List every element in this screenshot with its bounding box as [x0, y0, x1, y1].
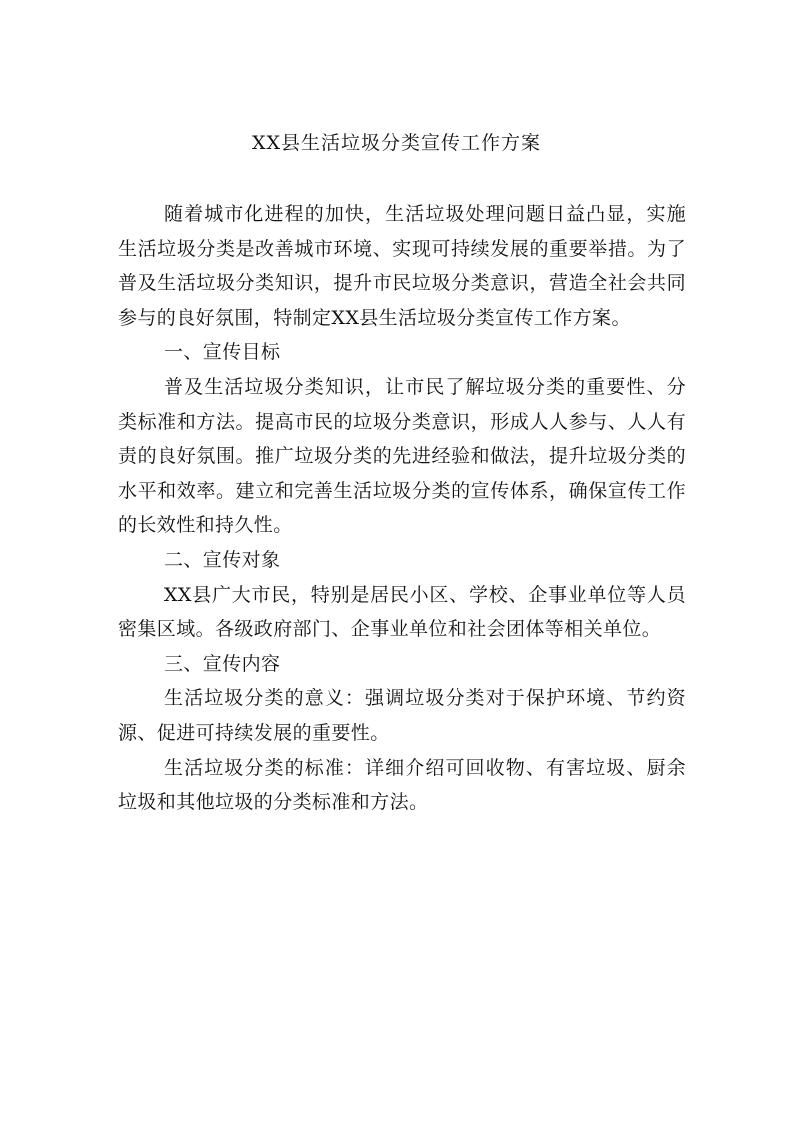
- intro-paragraph: 随着城市化进程的加快，生活垃圾处理问题日益凸显，实施生活垃圾分类是改善城市环境、实现可持续发展的重要举措。为了普及生活垃圾分类知识，提升市民垃圾分类意识，营造全社会共同参与的良好氛围，特制定XX县生活垃圾分类宣传工作方案。: [118, 203, 686, 329]
- section-paragraph-goals: 普及生活垃圾分类知识，让市民了解垃圾分类的重要性、分类标准和方法。提高市民的垃圾分类意识，形成人人参与、人人有责的良好氛围。推广垃圾分类的先进经验和做法，提升垃圾分类的水平和效率。建立和完善生活垃圾分类的宣传体系，确保宣传工作的长效性和持久性。: [118, 375, 686, 537]
- section-heading-content: 三、宣传内容: [164, 652, 281, 675]
- section-heading-goals: 一、宣传目标: [164, 341, 281, 364]
- section-heading-audience: 二、宣传对象: [164, 548, 281, 571]
- document-body: [118, 197, 686, 820]
- section-paragraph-standards: 生活垃圾分类的标准：详细介绍可回收物、有害垃圾、厨余垃圾和其他垃圾的分类标准和方法。: [118, 756, 686, 814]
- document-title: XX县生活垃圾分类宣传工作方案: [251, 132, 542, 154]
- section-paragraph-audience: XX县广大市民，特别是居民小区、学校、企事业单位等人员密集区域。各级政府部门、企事业单位和社会团体等相关单位。: [118, 583, 686, 641]
- section-paragraph-meaning: 生活垃圾分类的意义：强调垃圾分类对于保护环境、节约资源、促进可持续发展的重要性。: [118, 687, 686, 744]
